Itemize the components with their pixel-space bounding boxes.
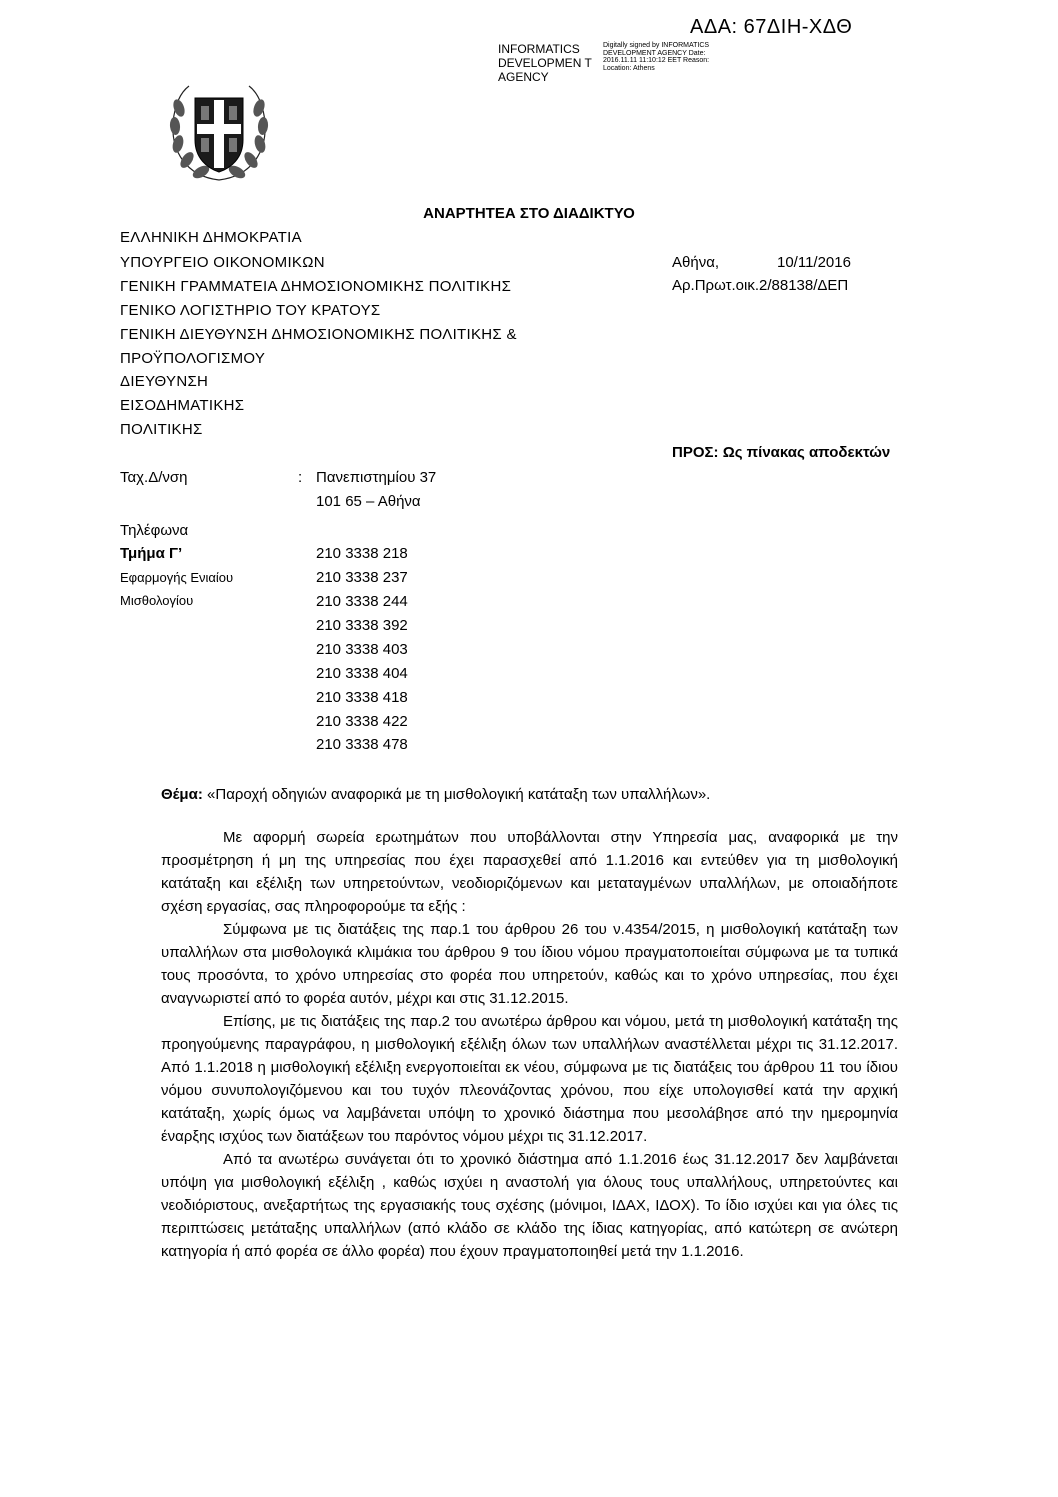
phone-number: 210 3338 244	[316, 593, 408, 610]
sender-line: ΓΕΝΙΚΗ ΔΙΕΥΘΥΝΣΗ ΔΗΜΟΣΙΟΝΟΜΙΚΗΣ ΠΟΛΙΤΙΚΗΣ &	[120, 326, 517, 343]
place: Αθήνα,	[672, 254, 720, 271]
sender-line: ΠΡΟΫΠΟΛΟΓΙΣΜΟΥ	[120, 350, 266, 367]
letter-body	[161, 826, 898, 1263]
phone-number: 210 3338 403	[316, 641, 408, 658]
phone-number: 210 3338 422	[316, 713, 408, 730]
ada-code: ΑΔΑ: 67ΔΙΗ-ΧΔΘ	[690, 16, 853, 38]
recipient	[672, 444, 890, 461]
phone-number: 210 3338 218	[316, 545, 408, 562]
sender-line: ΔΙΕΥΘΥΝΣΗ	[120, 373, 209, 390]
department-desc: Εφαρμογής Ενιαίου	[120, 570, 234, 585]
sender-line: ΥΠΟΥΡΓΕΙΟ ΟΙΚΟΝΟΜΙΚΩΝ	[120, 254, 325, 271]
publish-heading: ΑΝΑΡΤΗΤΕΑ ΣΤΟ ΔΙΑΔΙΚΤΥΟ	[423, 205, 635, 222]
date: 10/11/2016	[777, 254, 851, 271]
signature-signer: INFORMATICS DEVELOPMEN T AGENCY	[498, 42, 592, 84]
subject	[161, 786, 710, 803]
body-paragraph: Με αφορμή σωρεία ερωτημάτων που υποβάλλονται στην Υπηρεσία μας, αναφορικά με την προσμέτρηση ή μη της υπηρεσίας που έχει παρασχεθεί από 1.1.2016 και εντεύθεν για τη μισθολογική κατάταξη και εξέλιξη των υπηρετούντων, νεοδιοριζόμενων και μεταταγμένων υπαλλήλων, με οποιαδήποτε σχέση εργασίας, σας πληροφορούμε τα εξής :	[161, 829, 898, 915]
address-line1: Πανεπιστημίου 37	[316, 469, 437, 486]
department-desc: Μισθολογίου	[120, 593, 194, 608]
coat-of-arms-emblem	[165, 78, 273, 186]
sender-line: ΓΕΝΙΚΗ ΓΡΑΜΜΑΤΕΙΑ ΔΗΜΟΣΙΟΝΟΜΙΚΗΣ ΠΟΛΙΤΙΚΗΣ	[120, 278, 512, 295]
protocol-number: Αρ.Πρωτ.οικ.2/88138/ΔΕΠ	[672, 277, 849, 294]
address-colon: :	[298, 469, 303, 486]
sender-line: ΓΕΝΙΚΟ ΛΟΓΙΣΤΗΡΙΟ ΤΟΥ ΚΡΑΤΟΥΣ	[120, 302, 381, 319]
recipient-value: Ως πίνακας αποδεκτών	[722, 444, 891, 461]
sender-line: ΕΛΛΗΝΙΚΗ ΔΗΜΟΚΡΑΤΙΑ	[120, 229, 302, 246]
subject-label: Θέμα:	[161, 786, 203, 803]
recipient-label: ΠΡΟΣ:	[672, 444, 719, 461]
address-label: Ταχ.Δ/νση	[120, 469, 188, 486]
body-paragraph: Επίσης, με τις διατάξεις της παρ.2 του ανωτέρω άρθρου και νόμου, μετά τη μισθολογική κατάταξη της προηγούμενης παραγράφου, η μισθολογική εξέλιξη όλων των υπαλλήλων αναστέλλεται μέχρι τις 31.12.2017. Από 1.1.2018 η μισθολογική εξέλιξη ενεργοποιείται εκ νέου, σύμφωνα με τις διατάξεις του άρθρου 11 του ίδιου νόμου συνυπολογιζόμενου και του τυχόν πλεονάζοντας χρόνου, που είχε υπολογισθεί κατά την αρχική κατάταξη, χωρίς όμως να λαμβάνεται υπόψη το χρονικό διάστημα που μεσολάβησε από την ημερομηνία έναρξης ισχύος των διατάξεων του παρόντος νόμου μέχρι τις 31.12.2017.	[161, 1013, 898, 1145]
sender-line: ΕΙΣΟΔΗΜΑΤΙΚΗΣ	[120, 397, 245, 414]
subject-text: «Παροχή οδηγιών αναφορικά με τη μισθολογική κατάταξη των υπαλλήλων».	[207, 786, 711, 803]
phone-number: 210 3338 392	[316, 617, 408, 634]
body-paragraph: Σύμφωνα με τις διατάξεις της παρ.1 του άρθρου 26 του ν.4354/2015, η μισθολογική κατάταξη των υπαλλήλων στα μισθολογικά κλιμάκια του άρθρου 9 του ίδιου νόμου πραγματοποιείται σύμφωνα με τα τυπικά τους προσόντα, το χρόνο υπηρεσίας στο φορέα που υπηρετούν, καθώς και το χρόνο υπηρεσίας, που έχει αναγνωριστεί από το φορέα αυτόν, μέχρι και στις 31.12.2015.	[161, 921, 898, 1007]
phone-number: 210 3338 418	[316, 689, 408, 706]
phone-number: 210 3338 478	[316, 736, 408, 753]
address-line2: 101 65 – Αθήνα	[316, 493, 421, 510]
department-name: Τμήμα Γ’	[120, 545, 183, 562]
body-paragraph: Από τα ανωτέρω συνάγεται ότι το χρονικό διάστημα από 1.1.2016 έως 31.12.2017 δεν λαμβάνεται υπόψη για μισθολογική εξέλιξη , καθώς ισχύει η αναστολή για όλους τους υπαλλήλους, υπηρετούντες και νεοδιόριστους, ανεξαρτήτως της εργασιακής τους σχέσης (μόνιμοι, ΙΔΑΧ, ΙΔΟΧ). Το ίδιο ισχύει και για όλες τις περιπτώσεις μετάταξης υπαλλήλων (από κλάδο σε κλάδο της ίδιας κατηγορίας, από κατώτερη σε ανώτερη κατηγορία ή από φορέα σε άλλο φορέα) που έχουν πραγματοποιηθεί μετά την 1.1.2016.	[161, 1151, 898, 1260]
phone-number: 210 3338 404	[316, 665, 408, 682]
sender-line: ΠΟΛΙΤΙΚΗΣ	[120, 421, 203, 438]
phones-label: Τηλέφωνα	[120, 522, 189, 539]
signature-details: Digitally signed by INFORMATICS DEVELOPMENT AGENCY Date: 2016.11.11 11:10:12 EET Reason: Location: Athens	[603, 42, 710, 72]
phone-number: 210 3338 237	[316, 569, 408, 586]
